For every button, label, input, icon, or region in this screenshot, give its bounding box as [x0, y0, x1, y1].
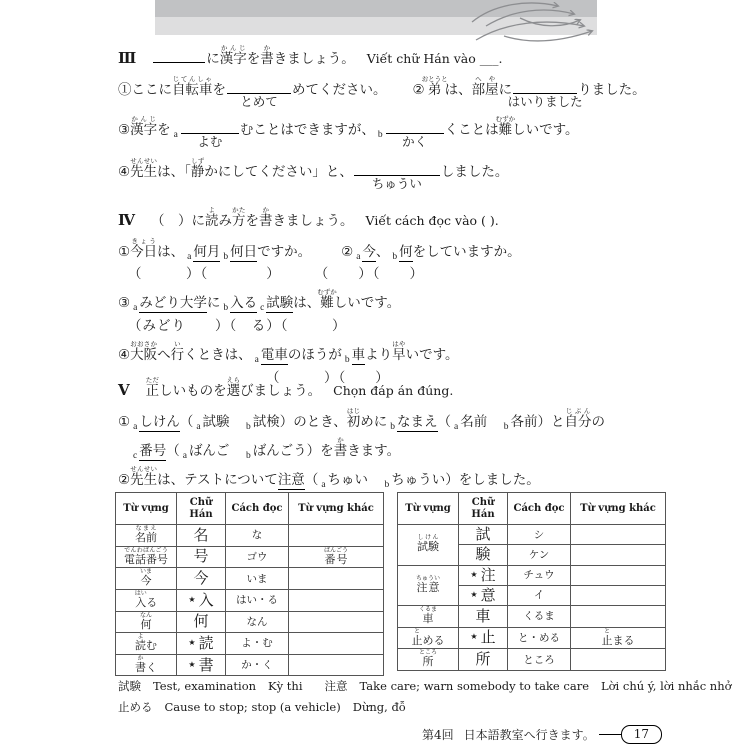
text-line	[118, 206, 678, 231]
japanese-text: きましょう。	[272, 213, 354, 229]
japanese-text: 今	[193, 568, 209, 587]
furigana-word: 選えら	[226, 376, 241, 399]
page-number: 17	[621, 725, 662, 744]
japanese-text: しました。	[440, 164, 509, 181]
japanese-text: （	[166, 442, 180, 459]
japanese-text: くことは	[444, 122, 499, 139]
japanese-text: に	[498, 81, 513, 98]
column-header: Từ vựng	[398, 493, 459, 525]
japanese-text: ①ここに	[118, 81, 172, 98]
blank-underline	[181, 118, 239, 150]
new-kanji-star: ★	[188, 594, 196, 604]
vocab-cell	[398, 649, 459, 671]
reading-cell: くるま	[508, 606, 571, 628]
new-kanji-star: ★	[470, 589, 478, 599]
underlined-word: みどり大学	[139, 295, 207, 312]
vocab-tables	[115, 492, 666, 676]
kanji-cell	[459, 525, 508, 545]
vocab-cell	[116, 568, 177, 590]
glossary-entry	[118, 700, 406, 714]
choice-letter: a	[133, 421, 138, 432]
furigana-word: 先生せんせい	[130, 157, 158, 181]
choice-letter: b	[377, 130, 383, 141]
kanji-cell	[459, 585, 508, 605]
section-numeral: Ⅳ	[118, 211, 136, 229]
table-row	[398, 649, 666, 671]
japanese-text: （	[304, 472, 319, 489]
choice-letter: a	[182, 450, 187, 461]
underlined-word: しけん	[139, 413, 180, 430]
text-line	[118, 157, 678, 192]
exercise-section-v	[118, 376, 678, 495]
table-row	[398, 606, 666, 628]
japanese-text: は、テストについて	[157, 472, 278, 489]
underlined-word: 試験	[266, 295, 294, 312]
japanese-text: 号	[193, 547, 209, 566]
kanji-cell	[459, 649, 508, 671]
choice-letter: a	[356, 251, 361, 262]
reading-cell: なん	[226, 611, 289, 633]
japanese-text: み	[218, 213, 233, 229]
other-vocab-cell	[571, 649, 666, 671]
glossary-meaning-vi: Kỳ thi	[268, 679, 303, 693]
reading-cell: ケン	[508, 545, 571, 565]
furigana-word: 先生せんせい	[130, 465, 158, 489]
japanese-text: いです。	[405, 347, 459, 364]
japanese-text: くときは、	[184, 347, 252, 364]
table-row	[116, 654, 384, 676]
choice-letter: b	[246, 421, 251, 432]
vietnamese-text: Viết cách đọc vào ( ).	[365, 213, 499, 228]
japanese-text: ②	[412, 81, 425, 98]
table-body	[116, 525, 384, 676]
furigana-word: 試験しけん	[417, 534, 439, 554]
vocab-cell	[116, 633, 177, 655]
japanese-text: を	[245, 213, 260, 229]
text-line	[130, 436, 678, 462]
japanese-text: びましょう。	[240, 383, 322, 399]
vocab-table-right	[397, 492, 666, 671]
vocab-cell	[116, 611, 177, 633]
blank-underline	[507, 78, 583, 109]
kanji-cell	[177, 525, 226, 547]
column-header: Cách đọc	[508, 493, 571, 525]
japanese-text: 読	[198, 633, 214, 652]
glossary-meaning-en: Test, examination	[153, 679, 257, 693]
furigana-word: 大阪おおさか	[130, 340, 158, 364]
text-line	[118, 340, 678, 366]
other-vocab-cell	[289, 589, 384, 611]
glossary-term-jp: 試験	[118, 679, 141, 693]
furigana-word: 読よ	[135, 633, 146, 653]
japanese-text: は、	[444, 81, 472, 98]
column-header: Chữ Hán	[177, 493, 226, 525]
japanese-text: ちゅい	[327, 472, 382, 489]
furigana-word: 漢字かんじ	[219, 44, 247, 67]
japanese-text: （ ）（ ）	[128, 265, 281, 282]
footer-dash	[599, 734, 621, 735]
japanese-text: ③	[118, 295, 131, 312]
furigana-word: 初はじ	[346, 406, 361, 430]
japanese-text: ②	[341, 243, 354, 260]
new-kanji-star: ★	[470, 569, 478, 579]
choice-letter: a	[254, 355, 259, 366]
new-kanji-star: ★	[188, 659, 196, 669]
japanese-text: を	[157, 122, 171, 139]
section-numeral: Ⅴ	[118, 381, 130, 399]
vocab-cell	[398, 627, 459, 649]
japanese-text: 何	[193, 612, 209, 631]
japanese-text: （ ）に	[151, 213, 206, 229]
furigana-word: 今日きょう	[130, 236, 158, 260]
page-footer	[422, 725, 662, 744]
vocab-cell	[116, 589, 177, 611]
japanese-text: めてください。	[292, 81, 387, 98]
furigana-word: 名前なまえ	[135, 525, 157, 544]
text-line	[118, 407, 678, 433]
japanese-text: （ ）（ ）	[266, 369, 390, 386]
kanji-cell	[459, 606, 508, 628]
kanji-cell	[177, 546, 226, 568]
vocab-cell	[116, 525, 177, 547]
japanese-text: 所	[475, 649, 491, 668]
vietnamese-text: Viết chữ Hán vào ___.	[366, 51, 503, 66]
underlined-word: 入る	[230, 295, 258, 312]
other-vocab-cell	[289, 568, 384, 590]
blank-underline	[227, 78, 291, 109]
japanese-text: 車	[475, 606, 491, 625]
furigana-word: 止と	[601, 627, 613, 647]
japanese-text: の	[591, 413, 605, 430]
new-kanji-star: ★	[188, 637, 196, 647]
japanese-text: ちゅうい）をしました。	[391, 472, 540, 489]
section-numeral: Ⅲ	[118, 49, 137, 67]
other-vocab-cell	[571, 525, 666, 545]
other-vocab-cell	[289, 546, 384, 568]
choice-letter: b	[384, 480, 390, 491]
text-line	[118, 237, 678, 263]
furigana-word: 読よ	[205, 206, 219, 229]
glossary-meaning-en: Cause to stop; stop (a vehicle)	[164, 700, 341, 714]
japanese-text: ですか。	[257, 243, 312, 260]
underlined-word: 車	[351, 347, 366, 364]
kanji-cell	[177, 611, 226, 633]
choice-letter: a	[454, 421, 459, 432]
other-vocab-cell	[289, 525, 384, 547]
furigana-word: 何なん	[139, 611, 152, 631]
furigana-word: 自転車じてんしゃ	[172, 74, 213, 98]
table-header	[398, 493, 666, 525]
furigana-word: 入はい	[134, 589, 147, 609]
choice-letter: b	[223, 251, 229, 262]
japanese-text: 、	[375, 243, 390, 260]
choice-letter: b	[344, 355, 350, 366]
underlined-word: 何月	[193, 243, 221, 260]
choice-letter: b	[503, 421, 509, 432]
reading-cell: か・く	[226, 654, 289, 676]
column-header: Từ vựng khác	[571, 493, 666, 525]
vietnamese-text: Chọn đáp án đúng.	[333, 383, 454, 398]
japanese-text: ①	[118, 243, 131, 260]
vocab-cell	[116, 654, 177, 676]
table-header	[116, 493, 384, 525]
vocab-cell	[398, 565, 459, 606]
japanese-text: 験	[475, 545, 491, 564]
column-header: Chữ Hán	[459, 493, 508, 525]
japanese-text: をしていますか。	[412, 243, 521, 260]
glossary-term-jp: 注意	[324, 679, 348, 693]
japanese-text: めに	[360, 413, 388, 430]
japanese-text: へ	[157, 347, 171, 364]
reading-cell: と・める	[508, 627, 571, 649]
furigana-word: 番号ばんごう	[323, 546, 348, 566]
other-vocab-cell	[289, 654, 384, 676]
underlined-word: 何	[399, 243, 413, 260]
kanji-cell	[459, 627, 508, 649]
choice-letter: b	[392, 251, 398, 262]
furigana-word: 方かた	[232, 206, 246, 229]
furigana-word: 難むずか	[495, 115, 516, 139]
text-line	[128, 318, 678, 336]
japanese-text: しいものを	[159, 383, 227, 399]
kanji-cell	[459, 565, 508, 585]
glossary-meaning-en: Take care; warn somebody to take care	[359, 679, 589, 693]
column-header: Cách đọc	[226, 493, 289, 525]
japanese-text: ばんごう）を	[252, 442, 334, 459]
choice-letter: a	[173, 130, 178, 141]
furigana-word: 早はや	[392, 340, 406, 364]
furigana-word: 部屋へや	[471, 74, 499, 98]
vocab-cell	[398, 525, 459, 566]
japanese-text: むことはできますが、	[239, 122, 375, 139]
furigana-word: 漢字かんじ	[130, 115, 158, 139]
japanese-text: を	[212, 81, 226, 98]
japanese-text: を	[246, 51, 261, 67]
other-vocab-cell	[571, 565, 666, 585]
glossary	[118, 678, 732, 720]
japanese-text: （みどり ）（ る）（ ）	[128, 317, 347, 334]
japanese-text: 名	[193, 525, 209, 544]
underlined-word: なまえ	[397, 413, 438, 430]
lesson-title: 日本語教室へ行きます。	[463, 728, 595, 742]
furigana-word: 難むずか	[317, 288, 337, 312]
furigana-word: 行い	[170, 340, 185, 364]
answer-text: かく	[402, 134, 428, 150]
swirl-arrows-decoration	[468, 0, 606, 45]
other-vocab-cell	[289, 633, 384, 655]
japanese-text: ④	[118, 164, 131, 181]
table-header-row	[398, 493, 666, 525]
japanese-text: 書	[198, 655, 214, 674]
glossary-entry	[325, 679, 732, 693]
japanese-text: 止	[480, 628, 496, 647]
other-vocab-cell	[571, 545, 666, 565]
exercise-section-iv	[118, 206, 678, 392]
furigana-word: 今いま	[139, 568, 152, 588]
japanese-text: しいです。	[512, 122, 579, 139]
table-row	[116, 611, 384, 633]
answer-text: よむ	[197, 134, 223, 150]
lesson-number: 第4回	[422, 728, 454, 742]
japanese-text: は、「	[157, 164, 191, 181]
furigana-word: 注意ちゅうい	[415, 574, 440, 594]
new-kanji-star: ★	[470, 632, 478, 642]
japanese-text: りました。	[578, 81, 646, 98]
choice-letter: b	[223, 303, 229, 314]
glossary-entry	[118, 679, 303, 693]
kanji-cell	[177, 633, 226, 655]
japanese-text: に	[206, 51, 220, 67]
japanese-text: ②	[118, 472, 131, 489]
kanji-cell	[177, 654, 226, 676]
japanese-text: （	[179, 413, 194, 430]
furigana-word: 自分じぶん	[564, 406, 592, 430]
underlined-word: 今	[362, 243, 376, 260]
column-header: Từ vựng	[116, 493, 177, 525]
table-row	[398, 525, 666, 545]
kanji-cell	[177, 568, 226, 590]
choice-letter: a	[133, 303, 138, 314]
table-row	[116, 546, 384, 568]
table-row	[116, 568, 384, 590]
reading-cell: な	[226, 525, 289, 547]
japanese-text: める	[422, 633, 445, 647]
japanese-text: 各前）と	[510, 413, 565, 430]
answer-text: ちゅうい	[371, 176, 422, 192]
furigana-word: 書か	[260, 44, 274, 67]
japanese-text: まる	[612, 633, 635, 647]
choice-letter: a	[187, 251, 192, 262]
reading-cell: チュウ	[508, 565, 571, 585]
japanese-text: む	[146, 639, 157, 653]
vocab-cell	[398, 606, 459, 628]
table-body	[398, 525, 666, 671]
text-line	[118, 465, 678, 491]
furigana-word: 電話番号でんわばんごう	[124, 546, 168, 566]
japanese-text: （ ）（ ）	[314, 265, 424, 282]
glossary-line	[118, 678, 732, 694]
japanese-text: きましょう。	[273, 51, 355, 67]
japanese-text: のほうが	[287, 347, 342, 364]
furigana-word: 正ただ	[145, 376, 160, 399]
other-vocab-cell	[571, 585, 666, 605]
japanese-text: （	[437, 413, 452, 430]
underlined-word: 注意	[277, 472, 305, 489]
japanese-text: かにしてください」と、	[204, 164, 353, 181]
furigana-word: 車くるま	[418, 606, 437, 625]
text-line	[118, 44, 678, 69]
japanese-text: は、	[293, 295, 321, 312]
text-line	[128, 266, 678, 284]
other-vocab-cell	[571, 627, 666, 649]
underlined-word: 何日	[230, 243, 258, 260]
japanese-text: ①	[118, 413, 131, 430]
japanese-text: 試	[475, 525, 491, 543]
text-line	[118, 74, 678, 109]
text-line	[118, 288, 678, 314]
japanese-text: 注	[480, 565, 496, 584]
japanese-text: に	[206, 295, 221, 312]
japanese-text: きます。	[347, 442, 401, 459]
japanese-text: ③	[118, 122, 131, 139]
japanese-text: く	[146, 660, 157, 674]
reading-cell: イ	[508, 585, 571, 605]
furigana-word: 弟おとうと	[421, 74, 448, 98]
glossary-term-jp: 止める	[118, 700, 153, 714]
choice-letter: c	[260, 303, 265, 314]
text-line	[118, 115, 678, 150]
japanese-text: 試験	[202, 413, 244, 430]
furigana-word: 止と	[411, 627, 423, 647]
choice-letter: a	[321, 480, 326, 491]
choice-letter: c	[133, 450, 138, 461]
text-line	[118, 376, 678, 401]
japanese-text: ばんご	[188, 442, 243, 459]
table-header-row	[116, 493, 384, 525]
answer-text: とめて	[240, 93, 278, 109]
reading-cell: よ・む	[226, 633, 289, 655]
japanese-text: ④	[118, 347, 131, 364]
blank-underline	[354, 160, 440, 192]
reading-cell: ゴウ	[226, 546, 289, 568]
japanese-text: 意	[480, 585, 496, 604]
underlined-word: 番号	[139, 442, 167, 459]
choice-letter: a	[196, 421, 201, 432]
japanese-text: 名前	[460, 413, 501, 430]
furigana-word: 書か	[135, 654, 146, 674]
other-vocab-cell	[289, 611, 384, 633]
table-row	[398, 565, 666, 585]
furigana-word: 書か	[259, 206, 273, 229]
vocab-cell	[116, 546, 177, 568]
reading-cell: はい・る	[226, 589, 289, 611]
kanji-cell	[177, 589, 226, 611]
blank-underline	[153, 47, 205, 63]
furigana-word: 所ところ	[418, 649, 437, 669]
vocab-table-left	[115, 492, 384, 676]
table-row	[398, 627, 666, 649]
answer-text: はいりました	[507, 93, 583, 109]
blank-underline	[386, 118, 444, 150]
japanese-text: しいです。	[333, 295, 401, 312]
japanese-text: は、	[157, 243, 185, 260]
table-row	[116, 525, 384, 547]
table-row	[116, 589, 384, 611]
underlined-word: 電車	[260, 347, 288, 364]
choice-letter: b	[245, 450, 251, 461]
table-row	[116, 633, 384, 655]
reading-cell: ところ	[508, 649, 571, 671]
glossary-meaning-vi: Lời chú ý, lời nhắc nhở	[601, 679, 732, 693]
japanese-text: 入	[198, 590, 214, 609]
kanji-cell	[459, 545, 508, 565]
choice-letter: b	[390, 421, 396, 432]
glossary-line	[118, 699, 698, 715]
furigana-word: 静しず	[190, 157, 205, 181]
exercise-section-iii	[118, 44, 678, 198]
other-vocab-cell	[571, 606, 666, 628]
japanese-text: る	[146, 595, 158, 609]
reading-cell: シ	[508, 525, 571, 545]
glossary-meaning-vi: Dừng, đỗ	[352, 700, 406, 714]
column-header: Từ vựng khác	[289, 493, 384, 525]
furigana-word: 書か	[333, 435, 348, 459]
japanese-text: より	[365, 347, 393, 364]
reading-cell: いま	[226, 568, 289, 590]
japanese-text: 試検）のとき、	[252, 413, 347, 430]
